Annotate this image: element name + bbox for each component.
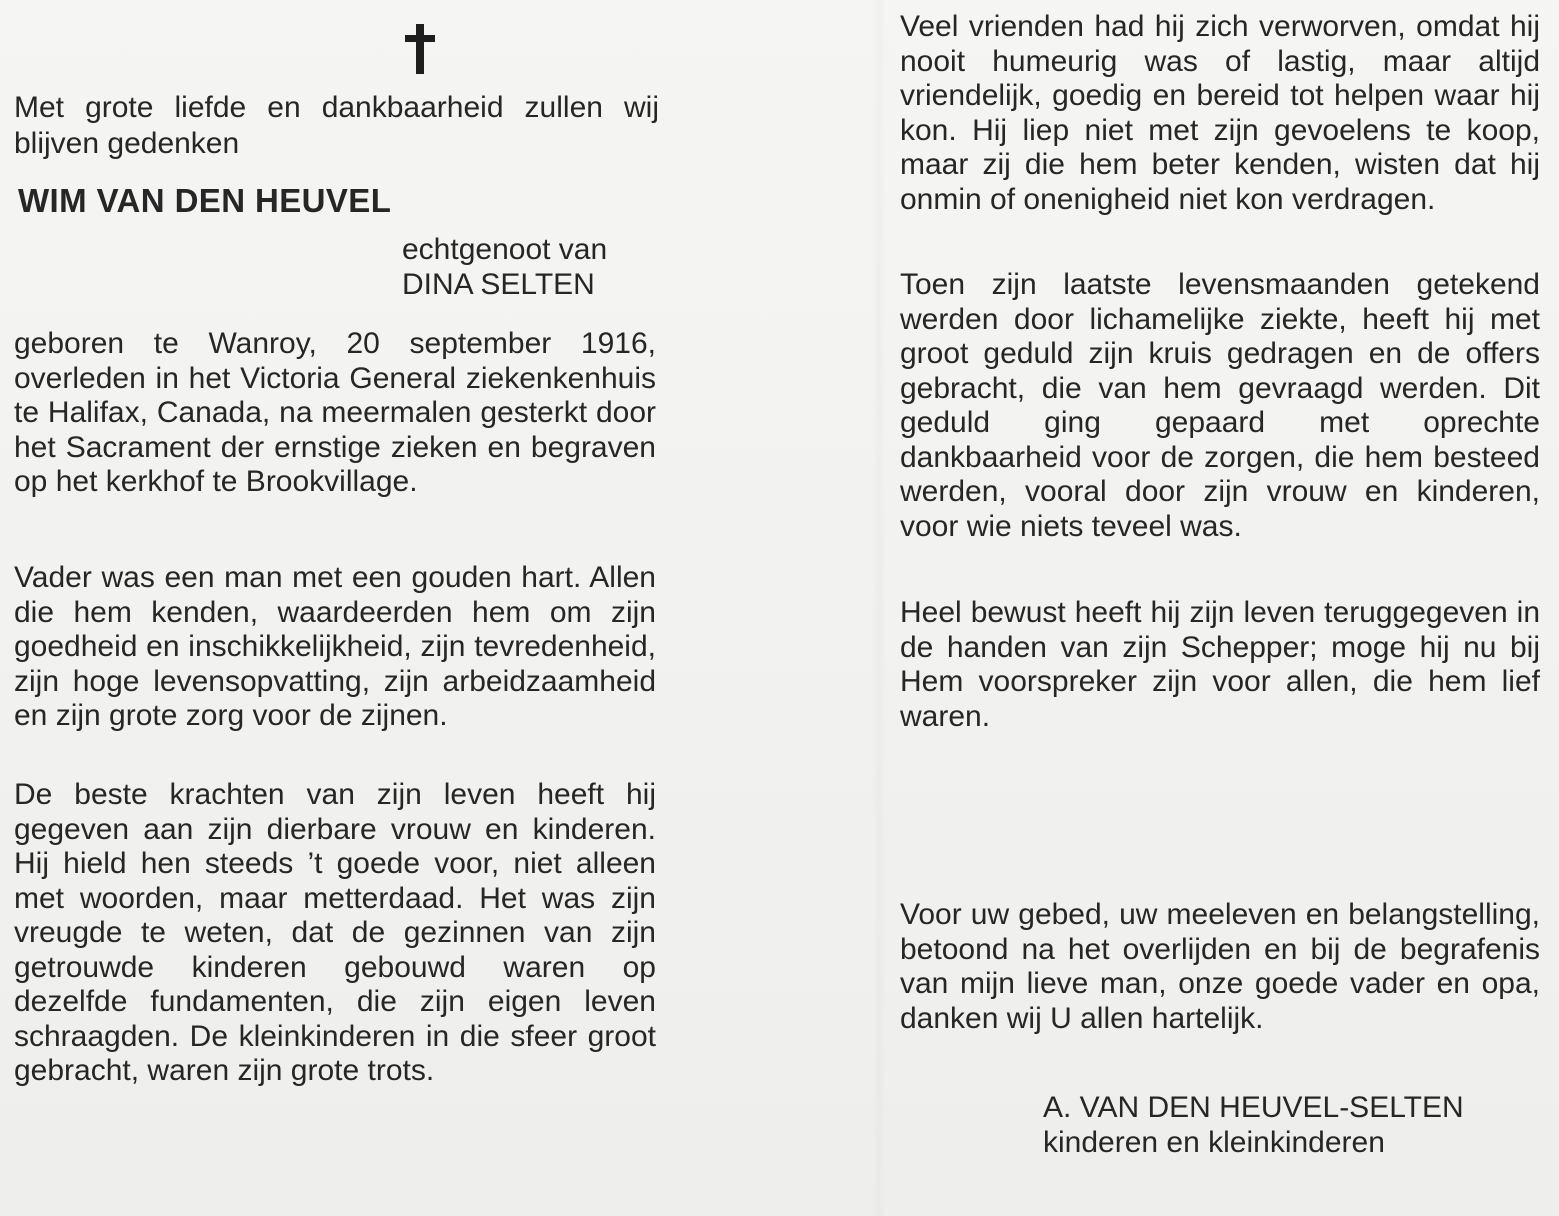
signature-block (1043, 1090, 1464, 1160)
birth-death-paragraph: geboren te Wanroy, 20 september 1916, overleden in het Victoria General ziekenkenhuis te Halifax, Canada, na meermalen gesterkt door het Sacrament der ernstige zieken en begraven op het kerkhof te Brookvillage. (14, 327, 656, 498)
card-fold (872, 0, 886, 1216)
faith-paragraph: Heel bewust heeft hij zijn leven teruggegeven in de handen van zijn Schepper; moge hij nu bij Hem voorspreker zijn voor allen, die hem lief waren. (900, 596, 1540, 733)
deceased-name: WIM VAN DEN HEUVEL (18, 182, 392, 219)
friends-paragraph: Veel vrienden had hij zich verworven, omdat hij nooit humeurig was of lastig, maar altijd vriendelijk, goedig en bereid tot helpen waar hij kon. Hij liep niet met zijn gevoelens te koop, maar zij die hem beter kenden, wisten dat hij onmin of onenigheid niet kon verdragen. (900, 10, 1540, 216)
character-paragraph: Vader was een man met een gouden hart. Allen die hem kenden, waardeerden hem om zijn goedheid en inschikkelijkheid, zijn tevredenheid, zijn hoge levensopvatting, zijn arbeidzaamheid en zijn grote zorg voor de zijnen. (14, 561, 656, 732)
intro-text: Met grote liefde en dankbaarheid zullen wij blijven gedenken (14, 91, 659, 160)
latin-cross-icon (402, 24, 438, 74)
illness-paragraph: Toen zijn laatste levensmaanden getekend werden door lichamelijke ziekte, heeft hij met groot geduld zijn kruis gedragen en de offers gebracht, die van hem gevraagd werden. Dit geduld ging gepaard met oprechte dankbaarheid voor de zorgen, die hem besteed werden, vooral door zijn vrouw en kinderen, voor wie niets teveel was. (900, 268, 1540, 543)
spouse-block (402, 232, 607, 302)
thanks-paragraph: Voor uw gebed, uw meeleven en belangstelling, betoond na het overlijden en bij de begrafenis van mijn lieve man, onze goede vader en opa, danken wij U allen hartelijk. (900, 898, 1540, 1035)
spouse-name: DINA SELTEN (402, 268, 595, 301)
signature-name: A. VAN DEN HEUVEL-SELTEN (1043, 1091, 1464, 1124)
family-paragraph: De beste krachten van zijn leven heeft hij gegeven aan zijn dierbare vrouw en kinderen. Hij hield hen steeds ’t goede voor, niet alleen met woorden, maar metterdaad. Het was zijn vreugde te weten, dat de gezinnen van zijn getrouwde kinderen gebouwd waren op dezelfde fundamenten, die zijn eigen leven schraagden. De kleinkinderen in die sfeer groot gebracht, waren zijn grote trots. (14, 778, 656, 1087)
spouse-label: echtgenoot van (402, 233, 608, 266)
signature-family: kinderen en kleinkinderen (1043, 1126, 1385, 1159)
